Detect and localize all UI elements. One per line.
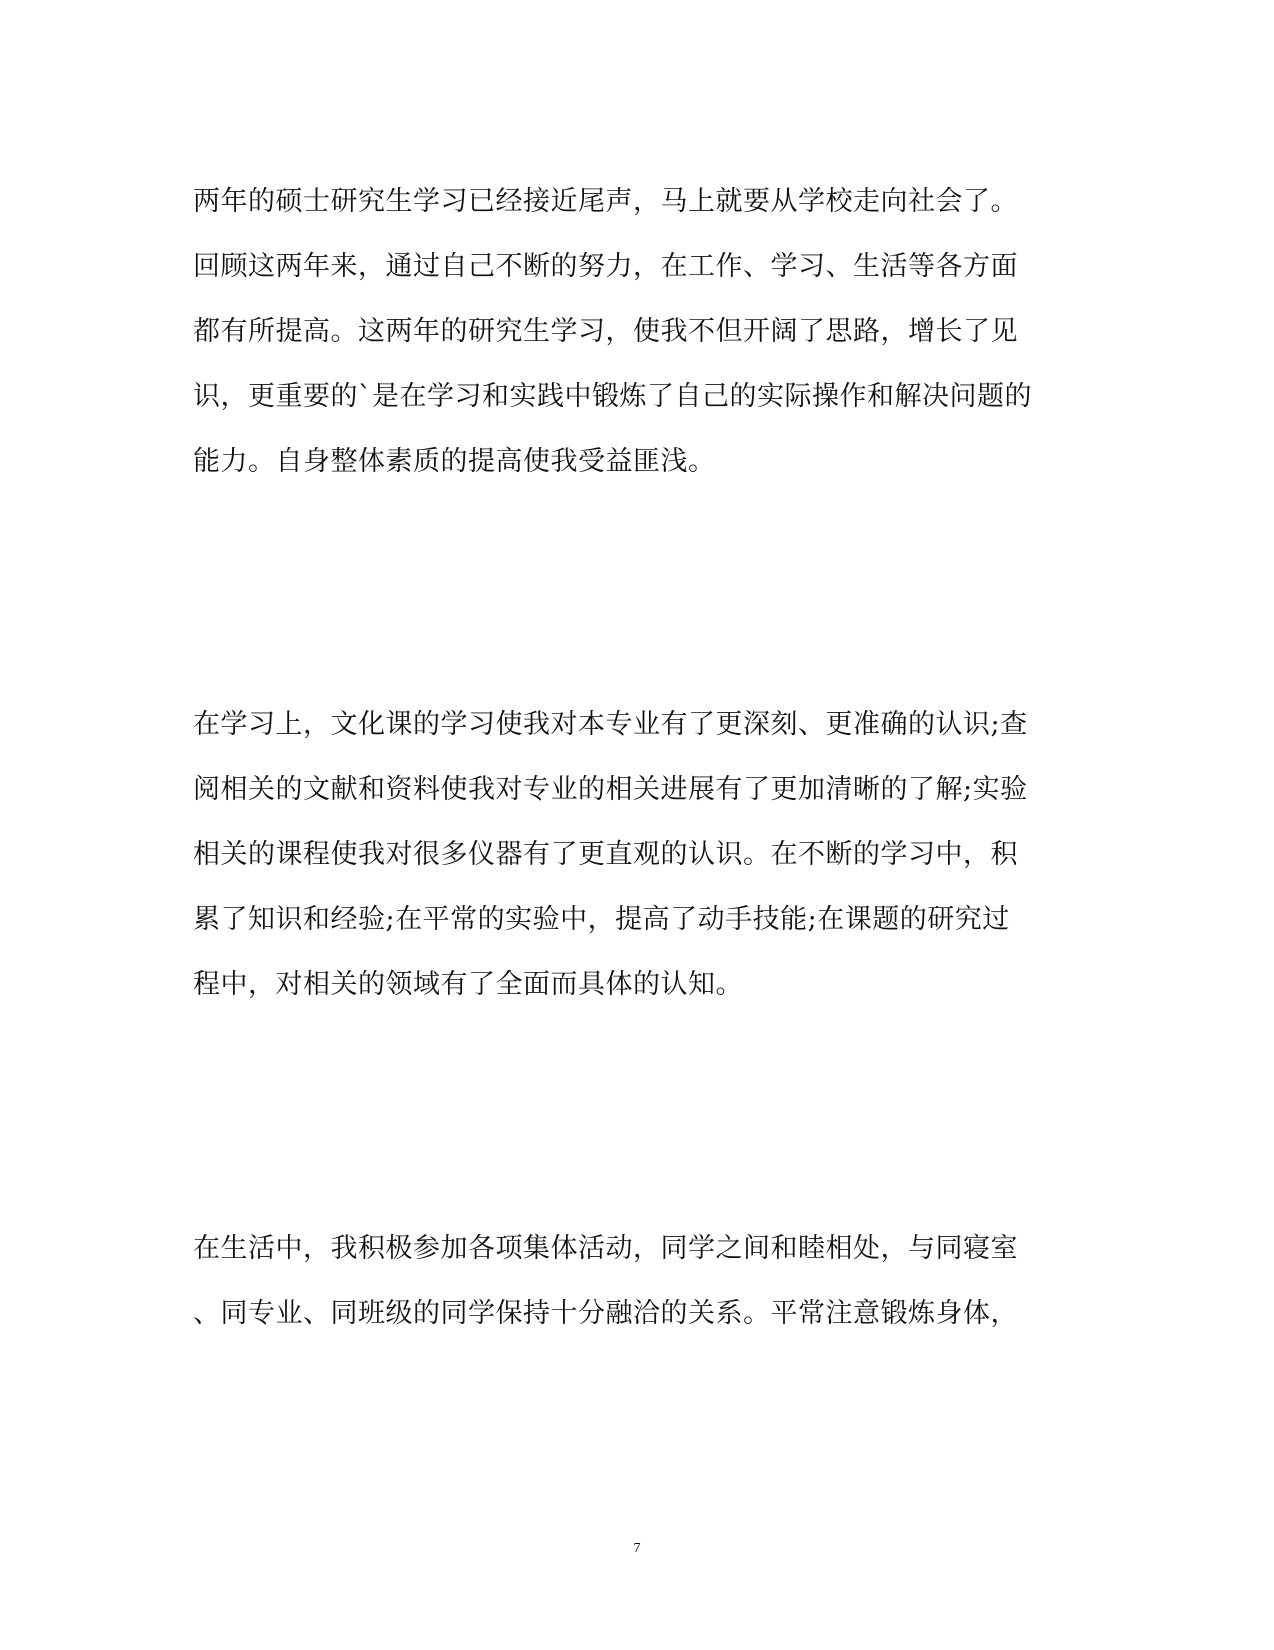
- paragraph-1-line-5: 能力。自身整体素质的提高使我受益匪浅。: [193, 446, 716, 477]
- page-number: 7: [633, 1541, 641, 1556]
- paragraph-1-line-2: 回顾这两年来，通过自己不断的努力，在工作、学习、生活等各方面: [193, 251, 1018, 282]
- paragraph-2-line-5: 程中，对相关的领域有了全面而具体的认知。: [193, 969, 743, 1000]
- paragraph-1-line-1: 两年的硕士研究生学习已经接近尾声，马上就要从学校走向社会了。: [193, 186, 1018, 217]
- paragraph-1-line-4: 识，更重要的`是在学习和实践中锻炼了自己的实际操作和解决问题的: [193, 381, 1032, 412]
- paragraph-3-line-2: 、同专业、同班级的同学保持十分融洽的关系。平常注意锻炼身体，: [193, 1298, 1018, 1329]
- paragraph-2-line-2: 阅相关的文献和资料使我对专业的相关进展有了更加清晰的了解;实验: [193, 774, 1028, 805]
- paragraph-1-line-3: 都有所提高。这两年的研究生学习，使我不但开阔了思路，增长了见: [193, 316, 1018, 347]
- paragraph-3-line-1: 在生活中，我积极参加各项集体活动，同学之间和睦相处，与同寝室: [193, 1233, 1018, 1264]
- paragraph-2-line-4: 累了知识和经验;在平常的实验中，提高了动手技能;在课题的研究过: [193, 904, 1010, 935]
- paragraph-2-line-3: 相关的课程使我对很多仪器有了更直观的认识。在不断的学习中，积: [193, 839, 1018, 870]
- paragraph-2-line-1: 在学习上，文化课的学习使我对本专业有了更深刻、更准确的认识;查: [193, 709, 1028, 740]
